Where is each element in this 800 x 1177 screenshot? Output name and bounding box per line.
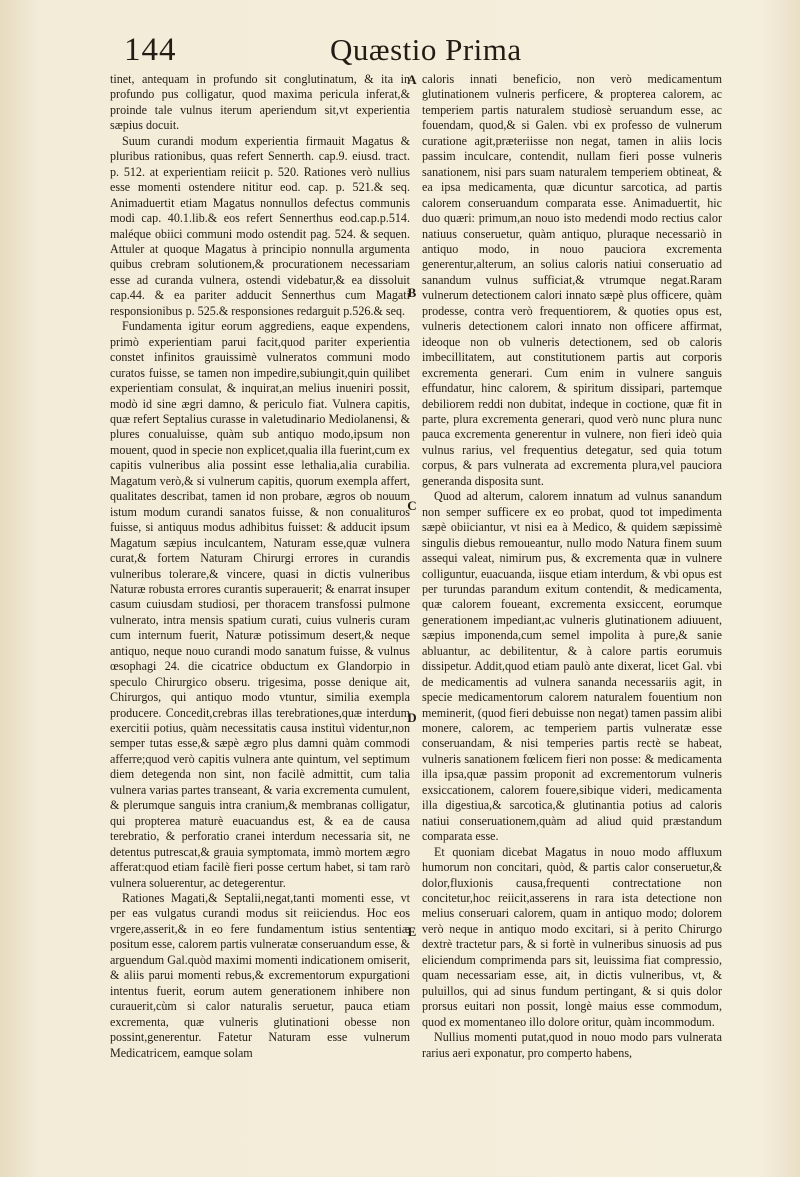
paragraph: Et quoniam dicebat Magatus in nouo modo affluxum humorum non concitari, quòd, & partis calor conseruetur,& dolor,fluxionis causa,frequenti contrectatione non concitetur,hoc reiicit,asserens in rara ista detectione non melius conseruari calorem, quam in antiquo modo; dolorem verò neque in antiquo modo excitari, si à perito Chirurgo dextrè tractetur pars, & si fortè in vulneribus sinuosis ad pus eliciendum comprimenda pars sit, leuissima fiat compressio, quam necessariam esse, ait, in dictis vulneribus, vt, & puluillos, qui ad sinus fundum pertingant, & si quis dolor prorsus euitari non possit, longè maius esse commodum, quod ex momentaneo illo dolore oritur, quàm incommodum. xyxy=(422,844,722,1029)
paragraph: tinet, antequam in profundo sit conglutinatum, & ita in profundo pus colligatur, quod maxima pericula inferat,& proinde tale vulnus iterum aperiendum sit,vt experientia sæpius docuit. xyxy=(110,72,410,133)
right-column xyxy=(422,72,722,1137)
margin-letter-e: E xyxy=(407,924,417,939)
margin-letter-c: C xyxy=(407,498,417,513)
margin-letter-b: B xyxy=(407,285,417,300)
paragraph: Rationes Magati,& Septalii,negat,tanti momenti esse, vt per eas vulgatus curandi modus sit reiiciendus. Hoc eos vrgere,asserit,& in eo fere fundamentum istius sententiæ positum esse, calorem partis vulneratæ conseruandum esse, & arguendum Gal.quòd maximi momenti indicationem omiserit, & aliis parui momenti rebus,& excrementorum expurgationi intentus fuerit, eorum autem generationem inhibere non curauerit,cùm si calor naturalis seruetur, pauca etiam excrementa, quæ vulneris glutinationi obesse non possint,generentur. Fatetur Naturam esse vulnerum Medicatricem, eamque solam xyxy=(110,891,410,1060)
paragraph: Suum curandi modum experientia firmauit Magatus & pluribus rationibus, quas refert Sennerth. cap.9. eiusd. tract. p. 512. at experientiam reiicit p. 520. Rationes verò nullius esse momenti ostendere nititur eod. cap. p. 521.& seq. Animaduertit etiam Magatus nonnullos defectus communis modi cap. 40.1.lib.& eos refert Sennerthus eod.cap.p.514. maléque obiici communi modo ostendit pag. 524. & sequen. Attuler at quoque Magatus à principio nonnulla argumenta quibus crebram solutionem,& procurationem necessariam esse ad curanda vulnera, ostendi videbatur,& ea dissoluit cap.44. & ea pariter adducit Sennerthus cum Magati responsionibus p. 525.& responsiones redarguit p.526.& seq. xyxy=(110,133,410,318)
running-head: Quæstio Prima xyxy=(330,32,522,67)
paragraph: Quod ad alterum, calorem innatum ad vulnus sanandum non semper sufficere ex eo probat, quod tot impedimenta sæpè obiiciantur, vt nisi ea à Medico, & quidem sæpissimè singulis diebus remoueantur, nullo modo Natura finem suum assequi valeat, nimirum pus, & excrementa quæ in vulnere colliguntur, euacuanda, iisque etiam interdum, & vbi opus est per turundas parandum exitum contendit, & medicamenta, quæ calorem foueant, excrementa exsiccent, eorumque generationem impediant,ac vulneris glutinationem adiuuent, sæpius imponenda,cum semel impolita à pure,& sanie abluantur, ac debilitentur, & à calore partis eorumuis dissipetur. Addit,quod etiam paulò ante dixerat, licet Gal. vbi de medicamentis ad vulnera sananda necessariis agit, in specie medicamentorum calorem naturalem fouentium non meminerit, (quod fieri debuisse non negat) tamen passim alibi monere, calorem, ac temperiem partis vulneratæ esse conseruandam, & nisi temperies partis rectè se habeat, vulneris sanationem fœlicem fieri non posse: & medicamenta illa ipsa,quæ passim proponit ad excrementorum vulneris exsiccationem, calorem fouere,sibique videri, medicamenta illa digestiua,& sarcotica,& glutinantia potius ad caloris natiui conseruationem,quàm ad aliud quid præstandum comparata esse. xyxy=(422,489,722,844)
paragraph: Fundamenta igitur eorum aggrediens, eaque expendens, primò experientiam parui facit,quod pariter experientia constet infinitos grauissimè vulneratos communi modo curatos fuisse, se tamen non impedire,subiungit,quin quilibet experientiam consulat, & inquirat,an melius inueniri possit, modò id sine ægri damno, & periculo fiat. Vulnera capitis, quæ refert Septalius curasse in valetudinario Mediolanensi, & plures conualuisse, quàm sub antiquo modo,ipsum non mouent, quod in specie non explicet,qualia illa fuerint,cum ex capitis vulneribus alia possint esse lethalia,alia curabilia. Magatum verò,& si vulnerum capitis, quorum exempla affert, qualitates describat, tamen id non probare, ægros ob nouum istum modum curandi sanatos fuisse, & non conualituros fuisse, si antiquus modus adhibitus fuisset: & adducit ipsum Magatum sæpius inculcantem, Naturam esse,quæ vulnera curat,& fortem Naturam Chirurgi errores in curandis vulneribus tolerare,& vincere, quasi in dictis vulneribus Naturæ robusta errores curantis superauerit; & enarrat insuper casum cuiusdam studiosi, per thoracem transfossi pulmone vulnerato, intra mensis spatium curati, cuius vulneris curam cum internum fuerit, Naturæ potissimum desert,& neque antiquo, neque nouo curandi modo sanatum fuisse, & vulnus œsophagi 24. die cicatrice obductum ex Glandorpio in speculo Chirurgico obseru. trigesima, posse denique ait, Chirurgos, qui antiquo modo vtuntur, similia exempla producere. Concedit,crebras illas terebrationes,quæ interdum exercitii potius, quàm necessitatis causa instituì videntur,non semper tutas esse,& sæpè ægro plus damni quàm commodi afferre;quod verò capitis vulnera ante quintum, vel septimum diem detegenda non sint, non facilè admittit, cum talia vulnera varias partes transeant, & varia excrementa cumulent, & plerumque sanguis intra cranium,& membranas colligatur, qui propterea maturè euacuandus est, & ea de causa terebratio, & perforatio cranei interdum necessaria sit, ne detentus putrescat,& grauia symptomata, immò mortem ægro afferat:quod etiam facilè fieri posse certum habet, si tam rarò vulnera soluerentur, ac detegerentur. xyxy=(110,319,410,890)
paragraph: caloris innati beneficio, non verò medicamentum glutinationem vulneris perficere, & propterea calorem, ac temperiem partis naturalem studiosè seruandum esse, ac fouendam, quod,& si Galen. vbi ex professo de vulnerum curatione agit,præteriisse non negat, tamen in aliis locis passim inculcare, contendit, nullam fieri posse vulneris sanationem, nisi pars suam naturalem temperiem obtineat, & ea ipsa medicamenta, quæ dicuntur sarcotica, ad partis calorem conseruandum comparata esse. Animaduertit, hic duo quæri: primum,an nouo isto medendi modo rectius calor natiuus conseruetur, quàm antiquo, pluraque necessariò in antiquo modo, in nouo pauciora excrementa generentur,alterum, an solius caloris natiui conseruatio ad sanandum vulnus sufficiat,& vtrumque negat.Raram vulnerum detectionem calori innato sæpè plus officere, quàm prodesse, contra verò frequentiorem, & quoties opus est, vulneris detectionem calori innato non officere affirmat, ideoque non ob vulneris detectionem, sed ob caloris imbecillitatem, aut constitutionem partis aut corporis excrementa generari. Cum enim in vulnere sanguis effundatur, hinc calorem, & spiritum dissipari, partemque debiliorem reddi non dubitat, indeque in coctione, quæ fit in parte, plura excrementa generari, quod verò nunc plura nunc pauca excrementa generentur in vulnere, non fieri ideò quia vulnus rarius, vel frequentius detegatur, sed quia totum corpus, & pars vulnerata ad excrementa plura,vel pauciora generanda disposita sunt. xyxy=(422,72,722,488)
margin-letter-d: D xyxy=(407,710,417,725)
paragraph: Nullius momenti putat,quod in nouo modo pars vulnerata rarius aeri exponatur, pro comperto habens, xyxy=(422,1030,722,1060)
page-header xyxy=(0,28,800,74)
page-number: 144 xyxy=(124,32,177,68)
margin-letter-a: A xyxy=(407,72,417,87)
left-column xyxy=(110,72,410,1137)
